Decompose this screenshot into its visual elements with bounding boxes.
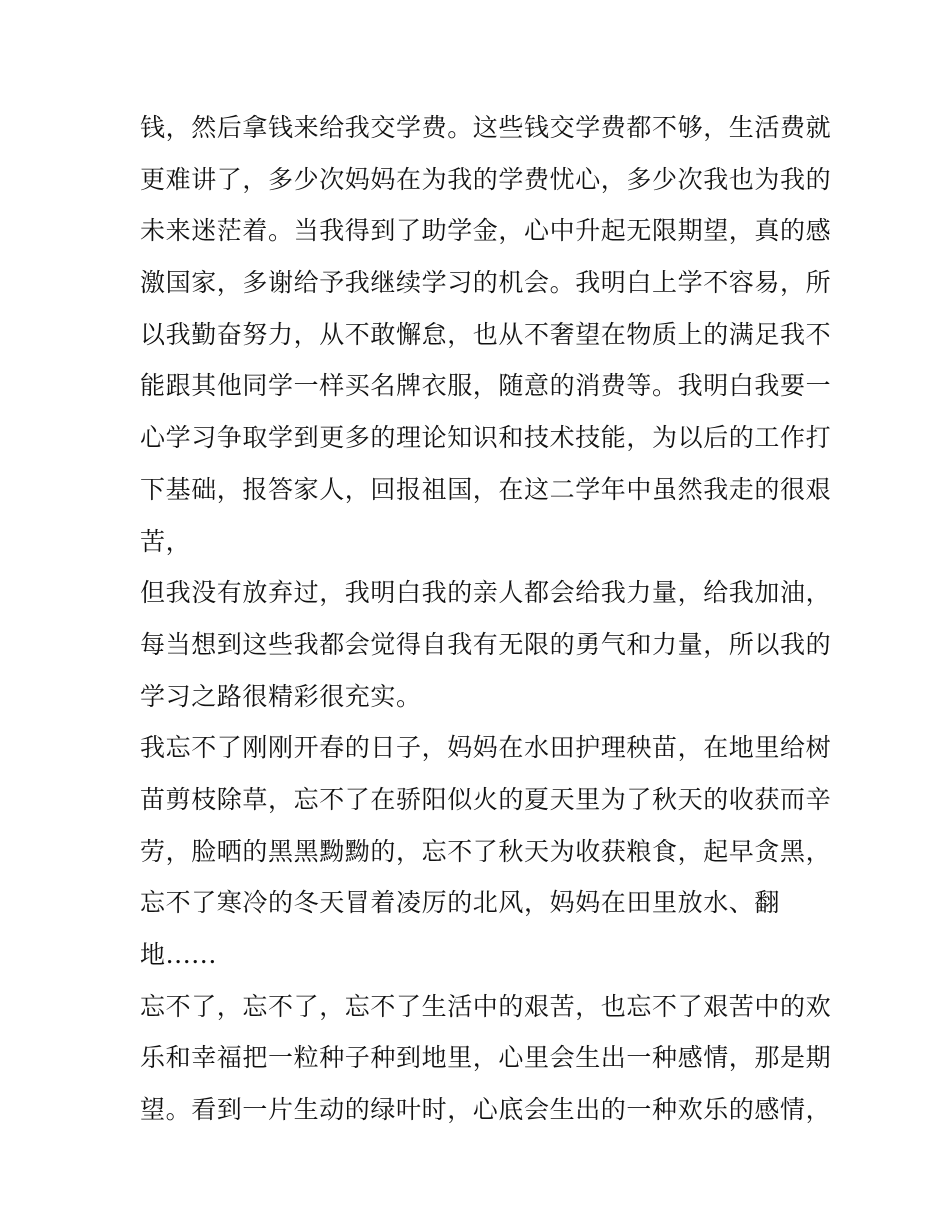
text-line: 钱，然后拿钱来给我交学费。这些钱交学费都不够，生活费就 bbox=[140, 113, 832, 142]
text-line: 更难讲了，多少次妈妈在为我的学费忧心，多少次我也为我的 bbox=[140, 164, 832, 194]
text-line: 未来迷茫着。当我得到了助学金，心中升起无限期望，真的感 bbox=[140, 216, 832, 246]
text-line: 学习之路很精彩很充实。 bbox=[140, 681, 422, 711]
text-line: 我忘不了刚刚开春的日子，妈妈在水田护理秧苗，在地里给树 bbox=[140, 733, 832, 763]
text-line: 劳，脸晒的黑黑黝黝的，忘不了秋天为收获粮食，起早贪黑， bbox=[140, 836, 832, 866]
text-line: 地...... bbox=[140, 940, 217, 969]
text-line: 苗剪枝除草，忘不了在骄阳似火的夏天里为了秋天的收获而辛 bbox=[140, 784, 832, 814]
body-text bbox=[140, 102, 832, 1136]
text-line: 每当想到这些我都会觉得自我有无限的勇气和力量，所以我的 bbox=[140, 629, 832, 659]
text-line: 心学习争取学到更多的理论知识和技术技能，为以后的工作打 bbox=[140, 423, 832, 453]
text-line: 忘不了寒冷的冬天冒着凌厉的北风，妈妈在田里放水、翻 bbox=[140, 888, 781, 918]
text-line: 忘不了，忘不了，忘不了生活中的艰苦，也忘不了艰苦中的欢 bbox=[140, 991, 832, 1021]
text-line: 能跟其他同学一样买名牌衣服，随意的消费等。我明白我要一 bbox=[140, 371, 832, 401]
text-line: 激国家，多谢给予我继续学习的机会。我明白上学不容易，所 bbox=[140, 268, 832, 298]
text-line: 但我没有放弃过，我明白我的亲人都会给我力量，给我加油， bbox=[140, 578, 832, 608]
text-line: 乐和幸福把一粒种子种到地里，心里会生出一种感情，那是期 bbox=[140, 1043, 832, 1073]
text-line: 苦， bbox=[140, 526, 192, 556]
text-line: 以我勤奋努力，从不敢懈怠，也从不奢望在物质上的满足我不 bbox=[140, 319, 832, 349]
text-line: 望。看到一片生动的绿叶时，心底会生出的一种欢乐的感情， bbox=[140, 1095, 832, 1125]
text-line: 下基础，报答家人，回报祖国，在这二学年中虽然我走的很艰 bbox=[140, 474, 832, 504]
